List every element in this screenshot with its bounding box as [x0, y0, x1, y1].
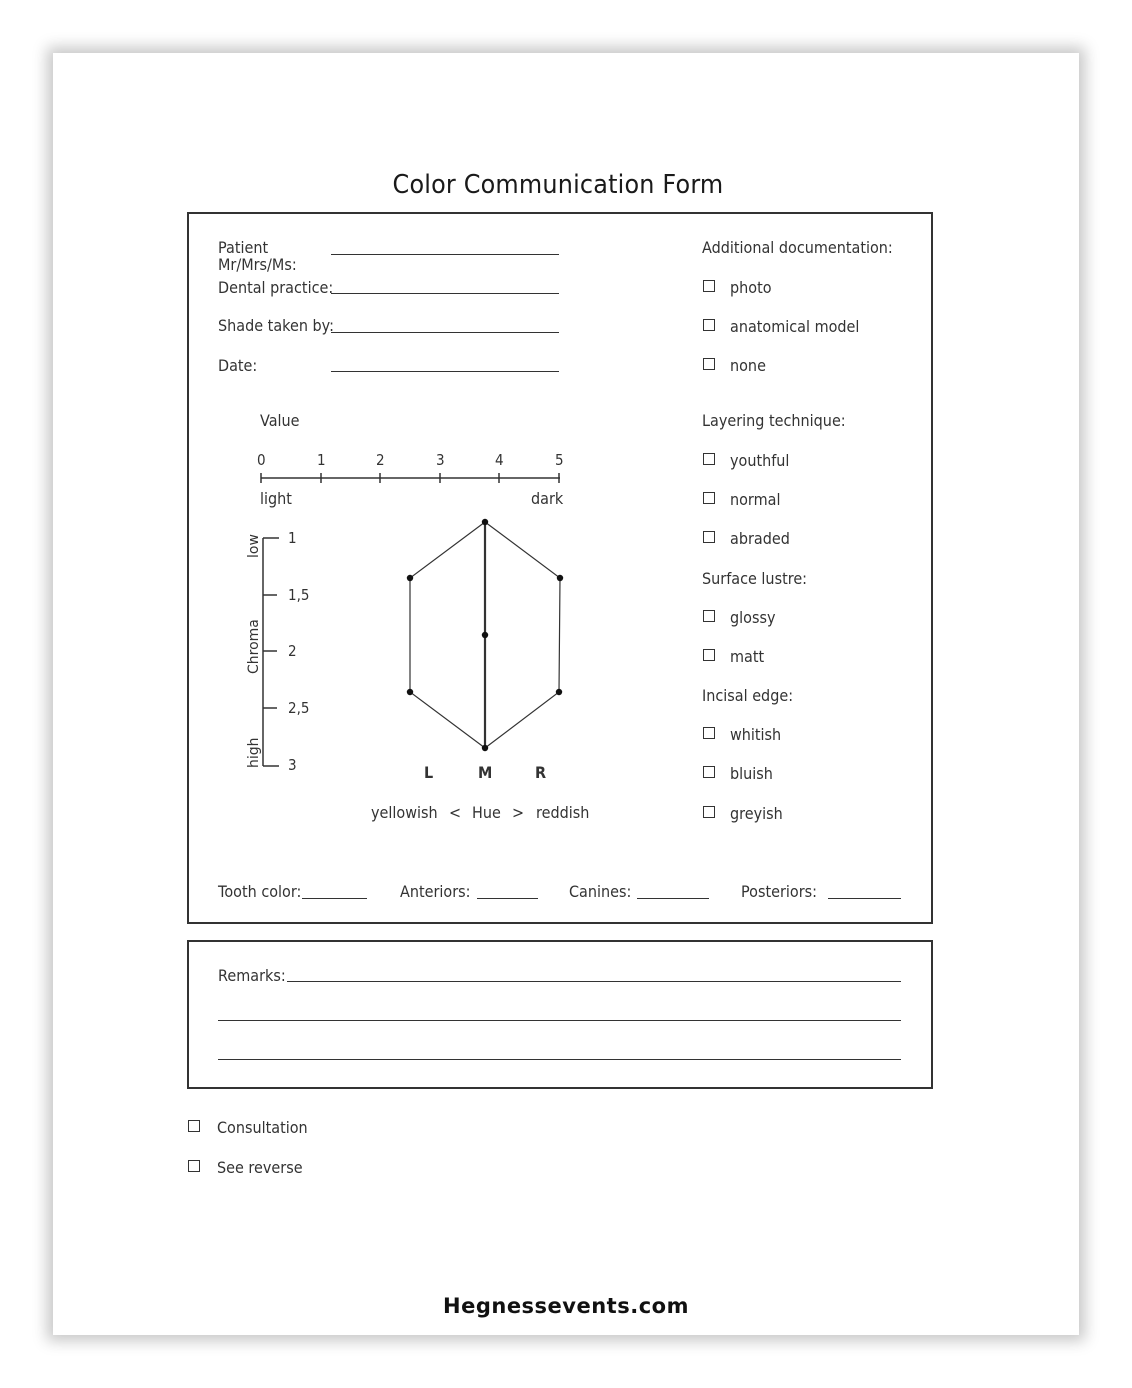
- patient-label: Patient: [218, 238, 269, 257]
- chroma-tick-1: 1: [288, 529, 297, 547]
- hue-gt-symbol: >: [512, 803, 525, 822]
- tooth-color-input-line[interactable]: [302, 898, 367, 899]
- none-checkbox[interactable]: [703, 358, 715, 370]
- glossy-label: glossy: [730, 608, 776, 627]
- tooth-color-label: Tooth color:: [218, 882, 302, 901]
- chroma-tick-2-5: 2,5: [288, 699, 310, 717]
- value-tick-5: 5: [555, 451, 564, 469]
- patient-title-label: Mr/Mrs/Ms:: [218, 255, 297, 274]
- posteriors-label: Posteriors:: [741, 882, 817, 901]
- value-tick-1: 1: [317, 451, 326, 469]
- remarks-line-2[interactable]: [218, 1020, 901, 1021]
- bluish-label: bluish: [730, 764, 773, 783]
- youthful-label: youthful: [730, 451, 790, 470]
- photo-label: photo: [730, 278, 772, 297]
- posteriors-input-line[interactable]: [828, 898, 901, 899]
- remarks-label: Remarks:: [218, 966, 286, 985]
- matt-checkbox[interactable]: [703, 649, 715, 661]
- consultation-label: Consultation: [217, 1118, 308, 1137]
- chroma-high-label: high: [246, 737, 262, 768]
- value-light-label: light: [260, 489, 292, 508]
- hue-column-l: L: [424, 763, 434, 782]
- anteriors-label: Anteriors:: [400, 882, 471, 901]
- remarks-line-1[interactable]: [287, 981, 901, 982]
- photo-checkbox[interactable]: [703, 280, 715, 292]
- canines-input-line[interactable]: [637, 898, 709, 899]
- normal-label: normal: [730, 490, 781, 509]
- glossy-checkbox[interactable]: [703, 610, 715, 622]
- hue-reddish-label: reddish: [536, 803, 590, 822]
- incisal-edge-heading: Incisal edge:: [702, 686, 794, 705]
- hue-lt-symbol: <: [449, 803, 462, 822]
- greyish-checkbox[interactable]: [703, 806, 715, 818]
- form-title: Color Communication Form: [392, 170, 724, 200]
- surface-lustre-heading: Surface lustre:: [702, 569, 808, 588]
- chroma-axis-label: Chroma: [246, 619, 262, 674]
- matt-label: matt: [730, 647, 765, 666]
- greyish-label: greyish: [730, 804, 783, 823]
- value-tick-3: 3: [436, 451, 445, 469]
- remarks-line-3[interactable]: [218, 1059, 901, 1060]
- bluish-checkbox[interactable]: [703, 766, 715, 778]
- none-label: none: [730, 356, 766, 375]
- layering-technique-heading: Layering technique:: [702, 411, 846, 430]
- hue-yellowish-label: yellowish: [371, 803, 438, 822]
- normal-checkbox[interactable]: [703, 492, 715, 504]
- value-tick-0: 0: [257, 451, 266, 469]
- see-reverse-checkbox[interactable]: [188, 1160, 200, 1172]
- abraded-checkbox[interactable]: [703, 531, 715, 543]
- footer-watermark: Hegnessevents.com: [443, 1294, 689, 1318]
- hue-column-m: M: [478, 763, 493, 782]
- see-reverse-label: See reverse: [217, 1158, 303, 1177]
- chroma-tick-1-5: 1,5: [288, 586, 310, 604]
- anatomical-model-checkbox[interactable]: [703, 319, 715, 331]
- hue-label: Hue: [472, 803, 501, 822]
- whitish-checkbox[interactable]: [703, 727, 715, 739]
- chroma-scale-axis: [263, 538, 279, 766]
- dental-practice-label: Dental practice:: [218, 278, 334, 297]
- chroma-low-label: low: [246, 534, 262, 558]
- date-label: Date:: [218, 356, 258, 375]
- hue-column-r: R: [535, 763, 547, 782]
- value-scale-axis: [261, 473, 560, 483]
- additional-documentation-heading: Additional documentation:: [702, 238, 893, 257]
- chroma-tick-3: 3: [288, 756, 297, 774]
- value-dark-label: dark: [531, 489, 564, 508]
- remarks-box: [187, 940, 933, 1089]
- value-tick-4: 4: [495, 451, 504, 469]
- value-scale-title: Value: [260, 411, 300, 430]
- consultation-checkbox[interactable]: [188, 1120, 200, 1132]
- anteriors-input-line[interactable]: [477, 898, 538, 899]
- whitish-label: whitish: [730, 725, 782, 744]
- canines-label: Canines:: [569, 882, 632, 901]
- abraded-label: abraded: [730, 529, 790, 548]
- chroma-tick-2: 2: [288, 642, 297, 660]
- anatomical-model-label: anatomical model: [730, 317, 860, 336]
- youthful-checkbox[interactable]: [703, 453, 715, 465]
- value-tick-2: 2: [376, 451, 385, 469]
- shade-taken-by-label: Shade taken by:: [218, 316, 335, 335]
